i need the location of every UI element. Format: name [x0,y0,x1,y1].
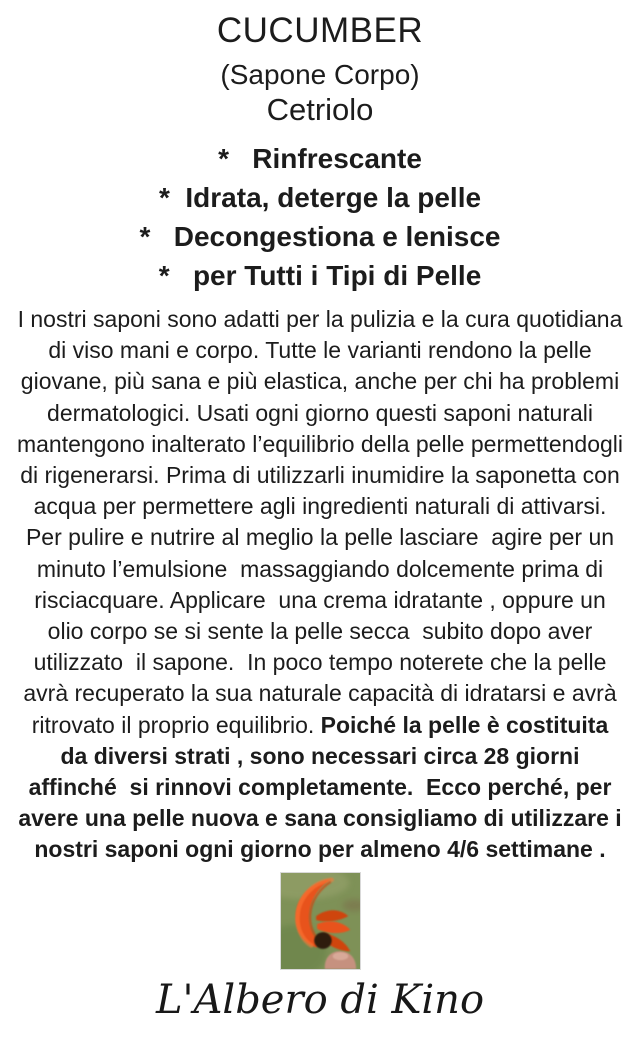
subtitle: (Sapone Corpo) [220,59,420,90]
feature-list [0,139,640,295]
description-line: minuto l’emulsione massaggiando dolcemente prima di [36,555,604,582]
description-paragraph [0,304,640,866]
feature-item: * Idrata, deterge la pelle [158,182,482,213]
description-line: mantengono inalterato l’equilibrio della pelle permettendogli [16,430,624,457]
description-line: acqua per permettere agli ingredienti naturali di attivarsi. [33,493,607,520]
description-line: Per pulire e nutrire al meglio la pelle lasciare agire per un [25,524,615,551]
description-line: avrà recuperato la sua naturale capacità di idratarsi e avrà [23,680,617,707]
description-line: utilizzato il sapone. In poco tempo noterete che la pelle [33,649,607,676]
flower-calyx [314,932,332,949]
product-name: Cetriolo [266,92,374,127]
description-line: avere una pelle nuova e sana consigliamo di utilizzare i [18,805,622,832]
feature-item: * Rinfrescante [218,143,422,174]
description-line: di viso mani e corpo. Tutte le varianti rendono la pelle [48,337,592,364]
photo-container [0,872,640,972]
feature-item: * per Tutti i Tipi di Pelle [158,260,482,291]
soap-label [0,9,640,1049]
brand-logo-text: L'Albero di Kino [155,976,485,1023]
description-line: nostri saponi ogni giorno per almeno 4/6 settimane . [34,836,606,863]
description-line: risciacquare. Applicare una crema idratante , oppure un [34,586,606,613]
description-line: dermatologici. Usati ogni giorno questi saponi naturali [47,399,593,426]
description-line: da diversi strati , sono necessari circa 28 giorni [60,742,580,769]
fingertip-highlight [332,952,348,960]
description-line: affinché si rinnovi completamente. Ecco perché, per [28,774,612,801]
flower-photo [280,872,361,970]
description-line: ritrovato il proprio equilibrio. Poiché la pelle è costituita [31,711,609,738]
feature-item: * Decongestiona e lenisce [139,221,501,252]
description-line: giovane, più sana e più elastica, anche per chi ha problemi [20,368,620,395]
description-line: olio corpo se si sente la pelle secca subito dopo aver [47,618,593,645]
description-line: I nostri saponi sono adatti per la pulizia e la cura quotidiana [17,306,623,332]
page-title: CUCUMBER [216,11,424,50]
description-line: di rigenerarsi. Prima di utilizzarli inumidire la saponetta con [20,462,620,489]
